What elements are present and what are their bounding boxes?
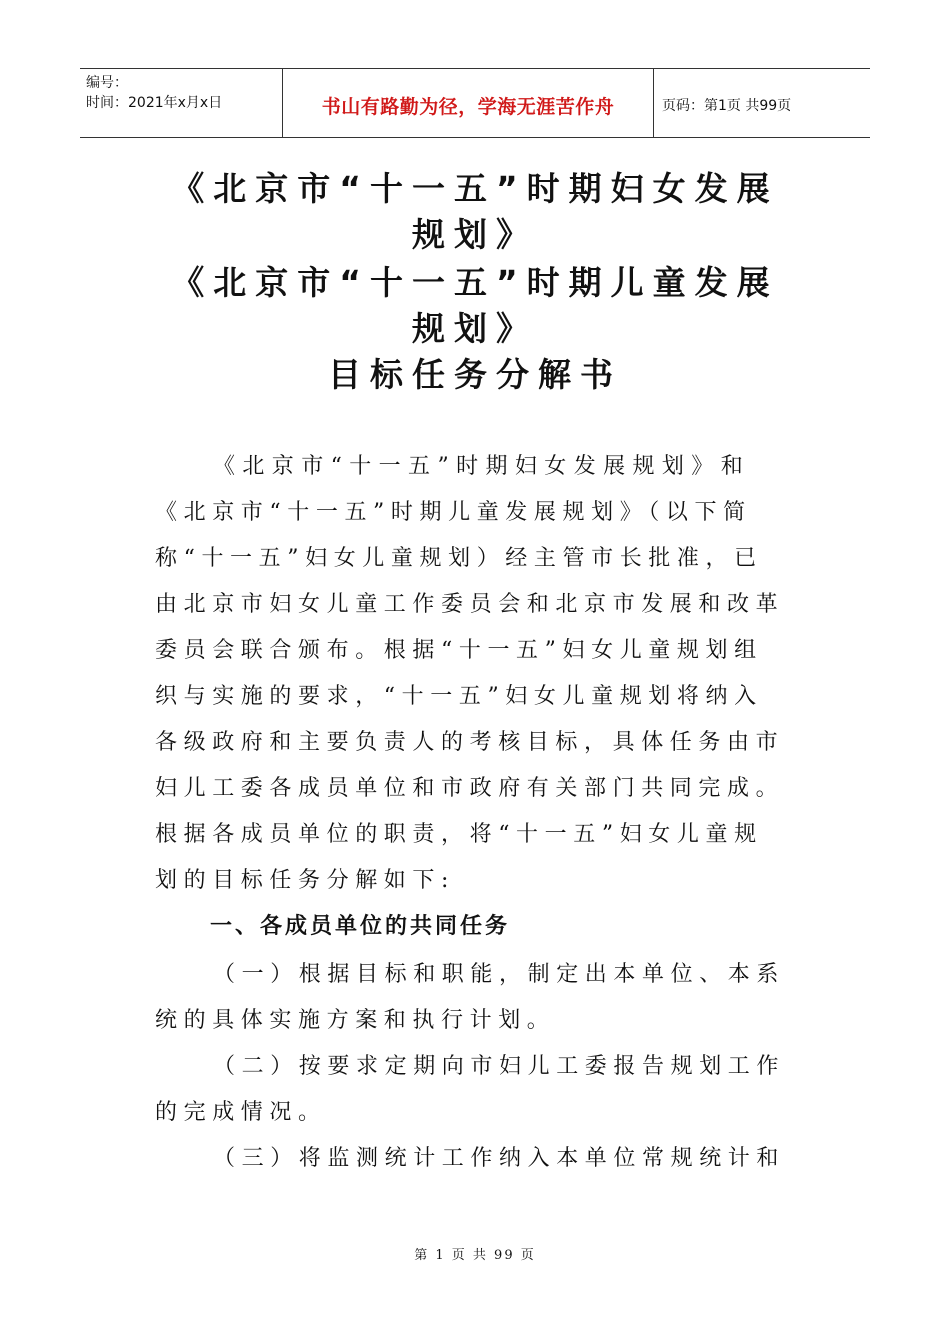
paragraph-line: 由北京市妇女儿童工作委员会和北京市发展和改革 — [155, 592, 785, 617]
document-title-line-4: 规划》 — [412, 309, 538, 348]
header-meta — [80, 69, 282, 137]
page-header — [80, 68, 870, 138]
paragraph-line: 妇儿工委各成员单位和市政府有关部门共同完成。 — [155, 776, 785, 801]
paragraph-line: 根据各成员单位的职责，将“十一五”妇女儿童规 — [155, 822, 763, 847]
paragraph-line: 织与实施的要求，“十一五”妇女儿童规划将纳入 — [155, 684, 763, 709]
page-footer: 第 1 页 共 99 页 — [414, 1248, 536, 1263]
document-title-line-1: 《北京市“十一五”时期妇女发展 — [171, 169, 779, 208]
header-page-info: 页码：第1页 共99页 — [662, 98, 792, 114]
paragraph-line: 各级政府和主要负责人的考核目标，具体任务由市 — [155, 730, 785, 755]
paragraph-line: 划的目标任务分解如下: — [155, 868, 456, 893]
document-title-line-5: 目标任务分解书 — [328, 355, 622, 394]
paragraph-line: 委员会联合颁布。根据“十一五”妇女儿童规划组 — [155, 638, 763, 663]
item-2-line-2: 的完成情况。 — [155, 1100, 327, 1125]
document-title-line-2: 规划》 — [412, 215, 538, 254]
section-heading-1: 一、各成员单位的共同任务 — [210, 914, 511, 939]
paragraph-line: 《北京市“十一五”时期妇女发展规划》和 — [213, 454, 751, 479]
document-title-line-3: 《北京市“十一五”时期儿童发展 — [171, 263, 779, 302]
document-code-label: 编号： — [86, 75, 128, 91]
item-3-line-1: （三）将监测统计工作纳入本单位常规统计和 — [213, 1146, 786, 1171]
paragraph-line: 《北京市“十一五”时期儿童发展规划》（以下简 — [155, 500, 752, 525]
item-1-line-2: 统的具体实施方案和执行计划。 — [155, 1008, 556, 1033]
item-2-line-1: （二）按要求定期向市妇儿工委报告规划工作 — [213, 1054, 786, 1079]
document-time-label: 时间：2021年x月x日 — [86, 95, 223, 111]
paragraph-line: 称“十一五”妇女儿童规划）经主管市长批准，已 — [155, 546, 763, 571]
header-motto: 书山有路勤为径，学海无涯苦作舟 — [282, 69, 654, 137]
item-1-line-1: （一）根据目标和职能，制定出本单位、本系 — [213, 962, 786, 987]
